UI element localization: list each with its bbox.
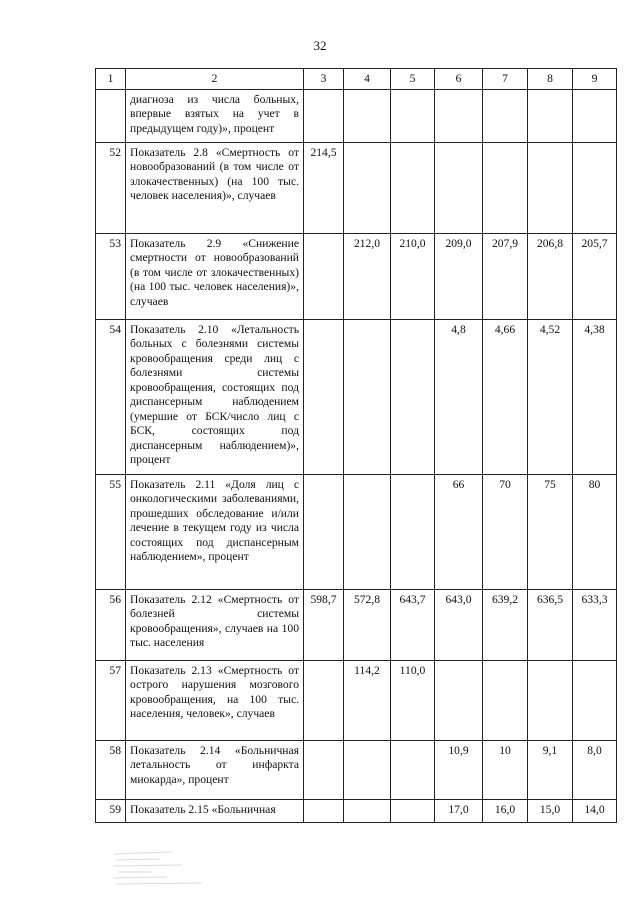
value-cell: 214,5 [304,143,344,234]
value-cell: 15,0 [528,800,573,823]
value-cell [391,143,435,234]
row-number: 57 [96,661,126,741]
table-row [96,661,617,741]
value-cell [304,90,344,143]
table-row [96,143,617,234]
value-cell [304,320,344,475]
value-cell: 598,7 [304,590,344,661]
value-cell: 633,3 [573,590,617,661]
column-header: 5 [391,69,435,90]
value-cell: 636,5 [528,590,573,661]
value-cell [573,661,617,741]
indicator-description: Показатель 2.12 «Смертность от болезней системы кровообращения», случаев на 100 тыс. населения [126,590,304,661]
row-number: 52 [96,143,126,234]
value-cell [573,143,617,234]
column-header: 8 [528,69,573,90]
indicator-description: Показатель 2.8 «Смертность от новообразований (в том числе от злокачественных) (на 100 тыс. человек населения)», случаев [126,143,304,234]
value-cell [483,661,528,741]
value-cell [344,320,391,475]
indicator-description: Показатель 2.14 «Больничная летальность от инфаркта миокарда», процент [126,741,304,800]
value-cell: 4,38 [573,320,617,475]
page-number: 32 [313,38,327,53]
value-cell [344,741,391,800]
indicator-description: Показатель 2.13 «Смертность от острого нарушения мозгового кровообращения, на 100 тыс. населения, человек», случаев [126,661,304,741]
value-cell: 207,9 [483,234,528,320]
value-cell: 80 [573,475,617,590]
table-row [96,590,617,661]
row-number: 59 [96,800,126,823]
value-cell: 66 [435,475,483,590]
table-row [96,90,617,143]
value-cell: 8,0 [573,741,617,800]
value-cell: 70 [483,475,528,590]
value-cell: 4,66 [483,320,528,475]
column-header: 9 [573,69,617,90]
column-header: 4 [344,69,391,90]
value-cell [344,475,391,590]
value-cell: 206,8 [528,234,573,320]
row-number: 58 [96,741,126,800]
indicator-description: Показатель 2.10 «Летальность больных с болезнями системы кровообращения среди лиц с болезнями системы кровообращения, состоящих под диспансерным наблюдением (умершие от БСК/число лиц с БСК, состоящих под диспансерным наблюдением)», процент [126,320,304,475]
value-cell: 17,0 [435,800,483,823]
value-cell [528,90,573,143]
value-cell [304,661,344,741]
column-header: 3 [304,69,344,90]
column-header: 2 [126,69,304,90]
column-header: 6 [435,69,483,90]
row-number: 53 [96,234,126,320]
value-cell [391,90,435,143]
value-cell [391,475,435,590]
table-row [96,800,617,823]
row-number: 54 [96,320,126,475]
value-cell: 572,8 [344,590,391,661]
value-cell: 643,0 [435,590,483,661]
value-cell: 205,7 [573,234,617,320]
value-cell: 4,8 [435,320,483,475]
row-number [96,90,126,143]
indicator-table [95,68,617,823]
value-cell [304,800,344,823]
value-cell [573,90,617,143]
value-cell [435,90,483,143]
value-cell [483,143,528,234]
row-number: 55 [96,475,126,590]
value-cell [304,475,344,590]
value-cell: 9,1 [528,741,573,800]
table-row [96,741,617,800]
value-cell: 4,52 [528,320,573,475]
header-row [96,69,617,90]
value-cell [304,741,344,800]
value-cell: 75 [528,475,573,590]
value-cell [344,90,391,143]
column-header: 7 [483,69,528,90]
value-cell: 212,0 [344,234,391,320]
table-row [96,234,617,320]
value-cell [391,741,435,800]
value-cell [391,320,435,475]
value-cell: 10 [483,741,528,800]
value-cell [304,234,344,320]
value-cell: 643,7 [391,590,435,661]
column-header: 1 [96,69,126,90]
value-cell: 114,2 [344,661,391,741]
table-row [96,320,617,475]
value-cell [344,143,391,234]
value-cell: 209,0 [435,234,483,320]
indicator-description: Показатель 2.11 «Доля лиц с онкологическими заболеваниями, прошедших обследование и/или лечение в текущем году из числа состоящих под диспансерным наблюдением», процент [126,475,304,590]
value-cell [391,800,435,823]
value-cell [483,90,528,143]
value-cell: 210,0 [391,234,435,320]
value-cell [435,661,483,741]
value-cell [344,800,391,823]
value-cell [528,143,573,234]
indicator-description: Показатель 2.9 «Снижение смертности от новообразований (в том числе от злокачественных) (на 100 тыс. человек населения)», случаев [126,234,304,320]
value-cell: 10,9 [435,741,483,800]
value-cell: 14,0 [573,800,617,823]
value-cell: 16,0 [483,800,528,823]
value-cell: 639,2 [483,590,528,661]
indicator-description: Показатель 2.15 «Больничная [126,800,304,823]
value-cell [435,143,483,234]
table-row [96,475,617,590]
value-cell [528,661,573,741]
faded-stamp-mark [112,848,222,890]
value-cell: 110,0 [391,661,435,741]
indicator-description: диагноза из числа больных, впервые взятых на учет в предыдущем году)», процент [126,90,304,143]
row-number: 56 [96,590,126,661]
